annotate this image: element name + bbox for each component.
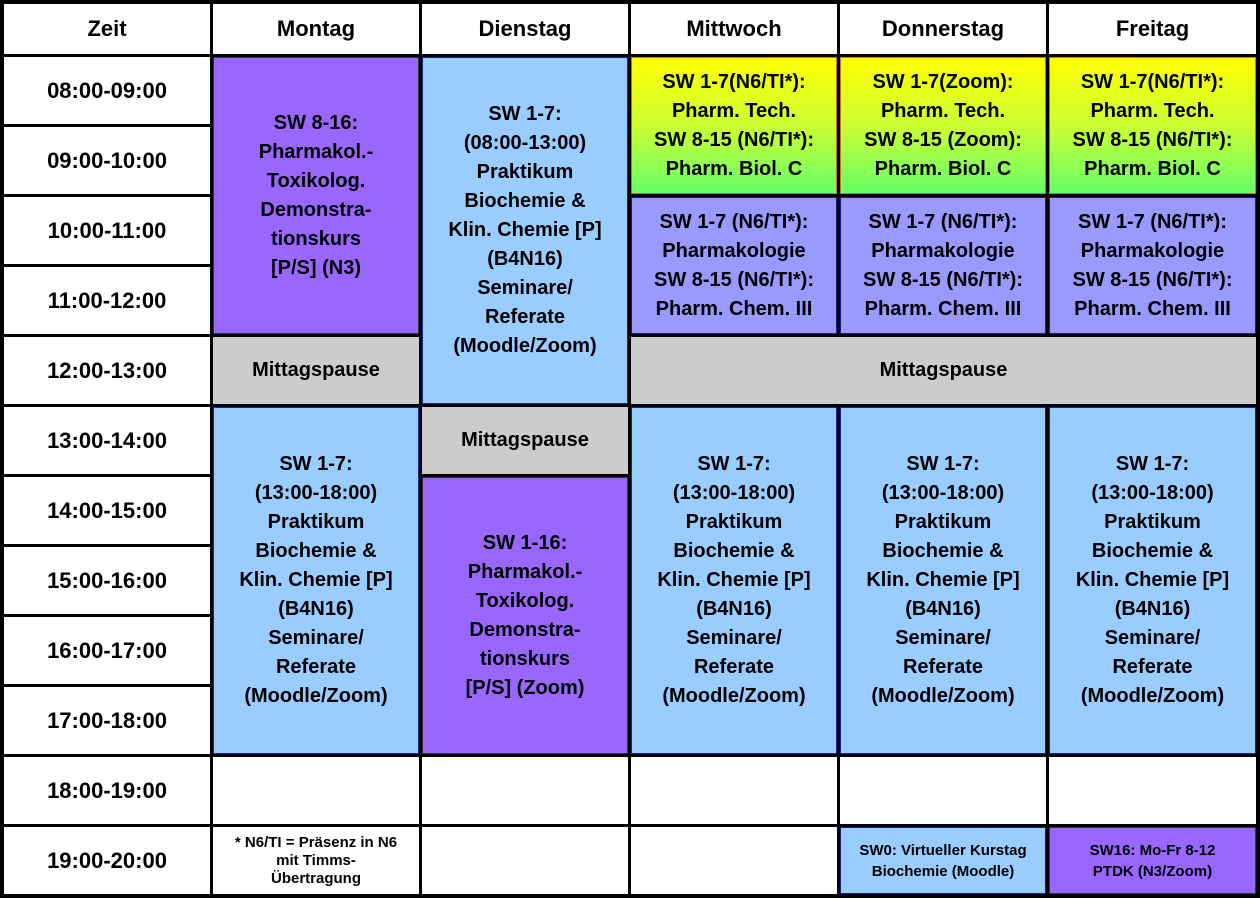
time-slot: 18:00-19:00 [4,757,210,824]
empty-cell [422,757,628,824]
course-block-wednesday-2: SW 1-7 (N6/TI*): Pharmakologie SW 8-15 (N6/TI*): Pharm. Chem. III [631,197,837,334]
course-block-monday-afternoon: SW 1-7: (13:00-18:00) Praktikum Biochemie & Klin. Chemie [P] (B4N16) Seminare/ Referate (Moodle/Zoom) [213,407,419,754]
time-slot: 11:00-12:00 [4,267,210,334]
header-zeit: Zeit [4,4,210,54]
header-freitag: Freitag [1049,4,1256,54]
course-block-friday-2: SW 1-7 (N6/TI*): Pharmakologie SW 8-15 (N6/TI*): Pharm. Chem. III [1049,197,1256,334]
course-block-thursday-afternoon: SW 1-7: (13:00-18:00) Praktikum Biochemie & Klin. Chemie [P] (B4N16) Seminare/ Referate (Moodle/Zoom) [840,407,1046,754]
time-slot: 17:00-18:00 [4,687,210,754]
time-slot: 19:00-20:00 [4,827,210,894]
time-slot: 08:00-09:00 [4,57,210,124]
empty-cell [1049,757,1256,824]
lunch-break-tuesday: Mittagspause [422,407,628,474]
empty-cell [631,827,837,894]
course-block-tuesday-afternoon: SW 1-16: Pharmakol.- Toxikolog. Demonstra- tionskurs [P/S] (Zoom) [422,477,628,754]
time-slot: 09:00-10:00 [4,127,210,194]
course-block-wednesday-afternoon: SW 1-7: (13:00-18:00) Praktikum Biochemie & Klin. Chemie [P] (B4N16) Seminare/ Referate (Moodle/Zoom) [631,407,837,754]
time-slot: 16:00-17:00 [4,617,210,684]
empty-cell [840,757,1046,824]
time-slot: 10:00-11:00 [4,197,210,264]
lunch-break-wed-fri: Mittagspause [631,337,1256,404]
time-slot: 15:00-16:00 [4,547,210,614]
header-dienstag: Dienstag [422,4,628,54]
lunch-break-monday: Mittagspause [213,337,419,404]
course-block-thursday-1: SW 1-7(Zoom): Pharm. Tech. SW 8-15 (Zoom): Pharm. Biol. C [840,57,1046,194]
course-block-friday-1: SW 1-7(N6/TI*): Pharm. Tech. SW 8-15 (N6/TI*): Pharm. Biol. C [1049,57,1256,194]
course-block-thursday-2: SW 1-7 (N6/TI*): Pharmakologie SW 8-15 (N6/TI*): Pharm. Chem. III [840,197,1046,334]
empty-cell [631,757,837,824]
empty-cell [422,827,628,894]
empty-cell [213,757,419,824]
course-block-tuesday-morning: SW 1-7: (08:00-13:00) Praktikum Biochemie & Klin. Chemie [P] (B4N16) Seminare/ Referate (Moodle/Zoom) [422,57,628,404]
header-donnerstag: Donnerstag [840,4,1046,54]
header-montag: Montag [213,4,419,54]
footnote: * N6/TI = Präsenz in N6 mit Timms- Übertragung [213,827,419,894]
course-block-friday-afternoon: SW 1-7: (13:00-18:00) Praktikum Biochemie & Klin. Chemie [P] (B4N16) Seminare/ Referate (Moodle/Zoom) [1049,407,1256,754]
course-block-sw16: SW16: Mo-Fr 8-12 PTDK (N3/Zoom) [1049,827,1256,894]
header-mittwoch: Mittwoch [631,4,837,54]
time-slot: 13:00-14:00 [4,407,210,474]
course-block-sw0: SW0: Virtueller Kurstag Biochemie (Moodle) [840,827,1046,894]
time-slot: 14:00-15:00 [4,477,210,544]
course-block-wednesday-1: SW 1-7(N6/TI*): Pharm. Tech. SW 8-15 (N6/TI*): Pharm. Biol. C [631,57,837,194]
course-block-monday-morning: SW 8-16: Pharmakol.- Toxikolog. Demonstra- tionskurs [P/S] (N3) [213,57,419,334]
time-slot: 12:00-13:00 [4,337,210,404]
